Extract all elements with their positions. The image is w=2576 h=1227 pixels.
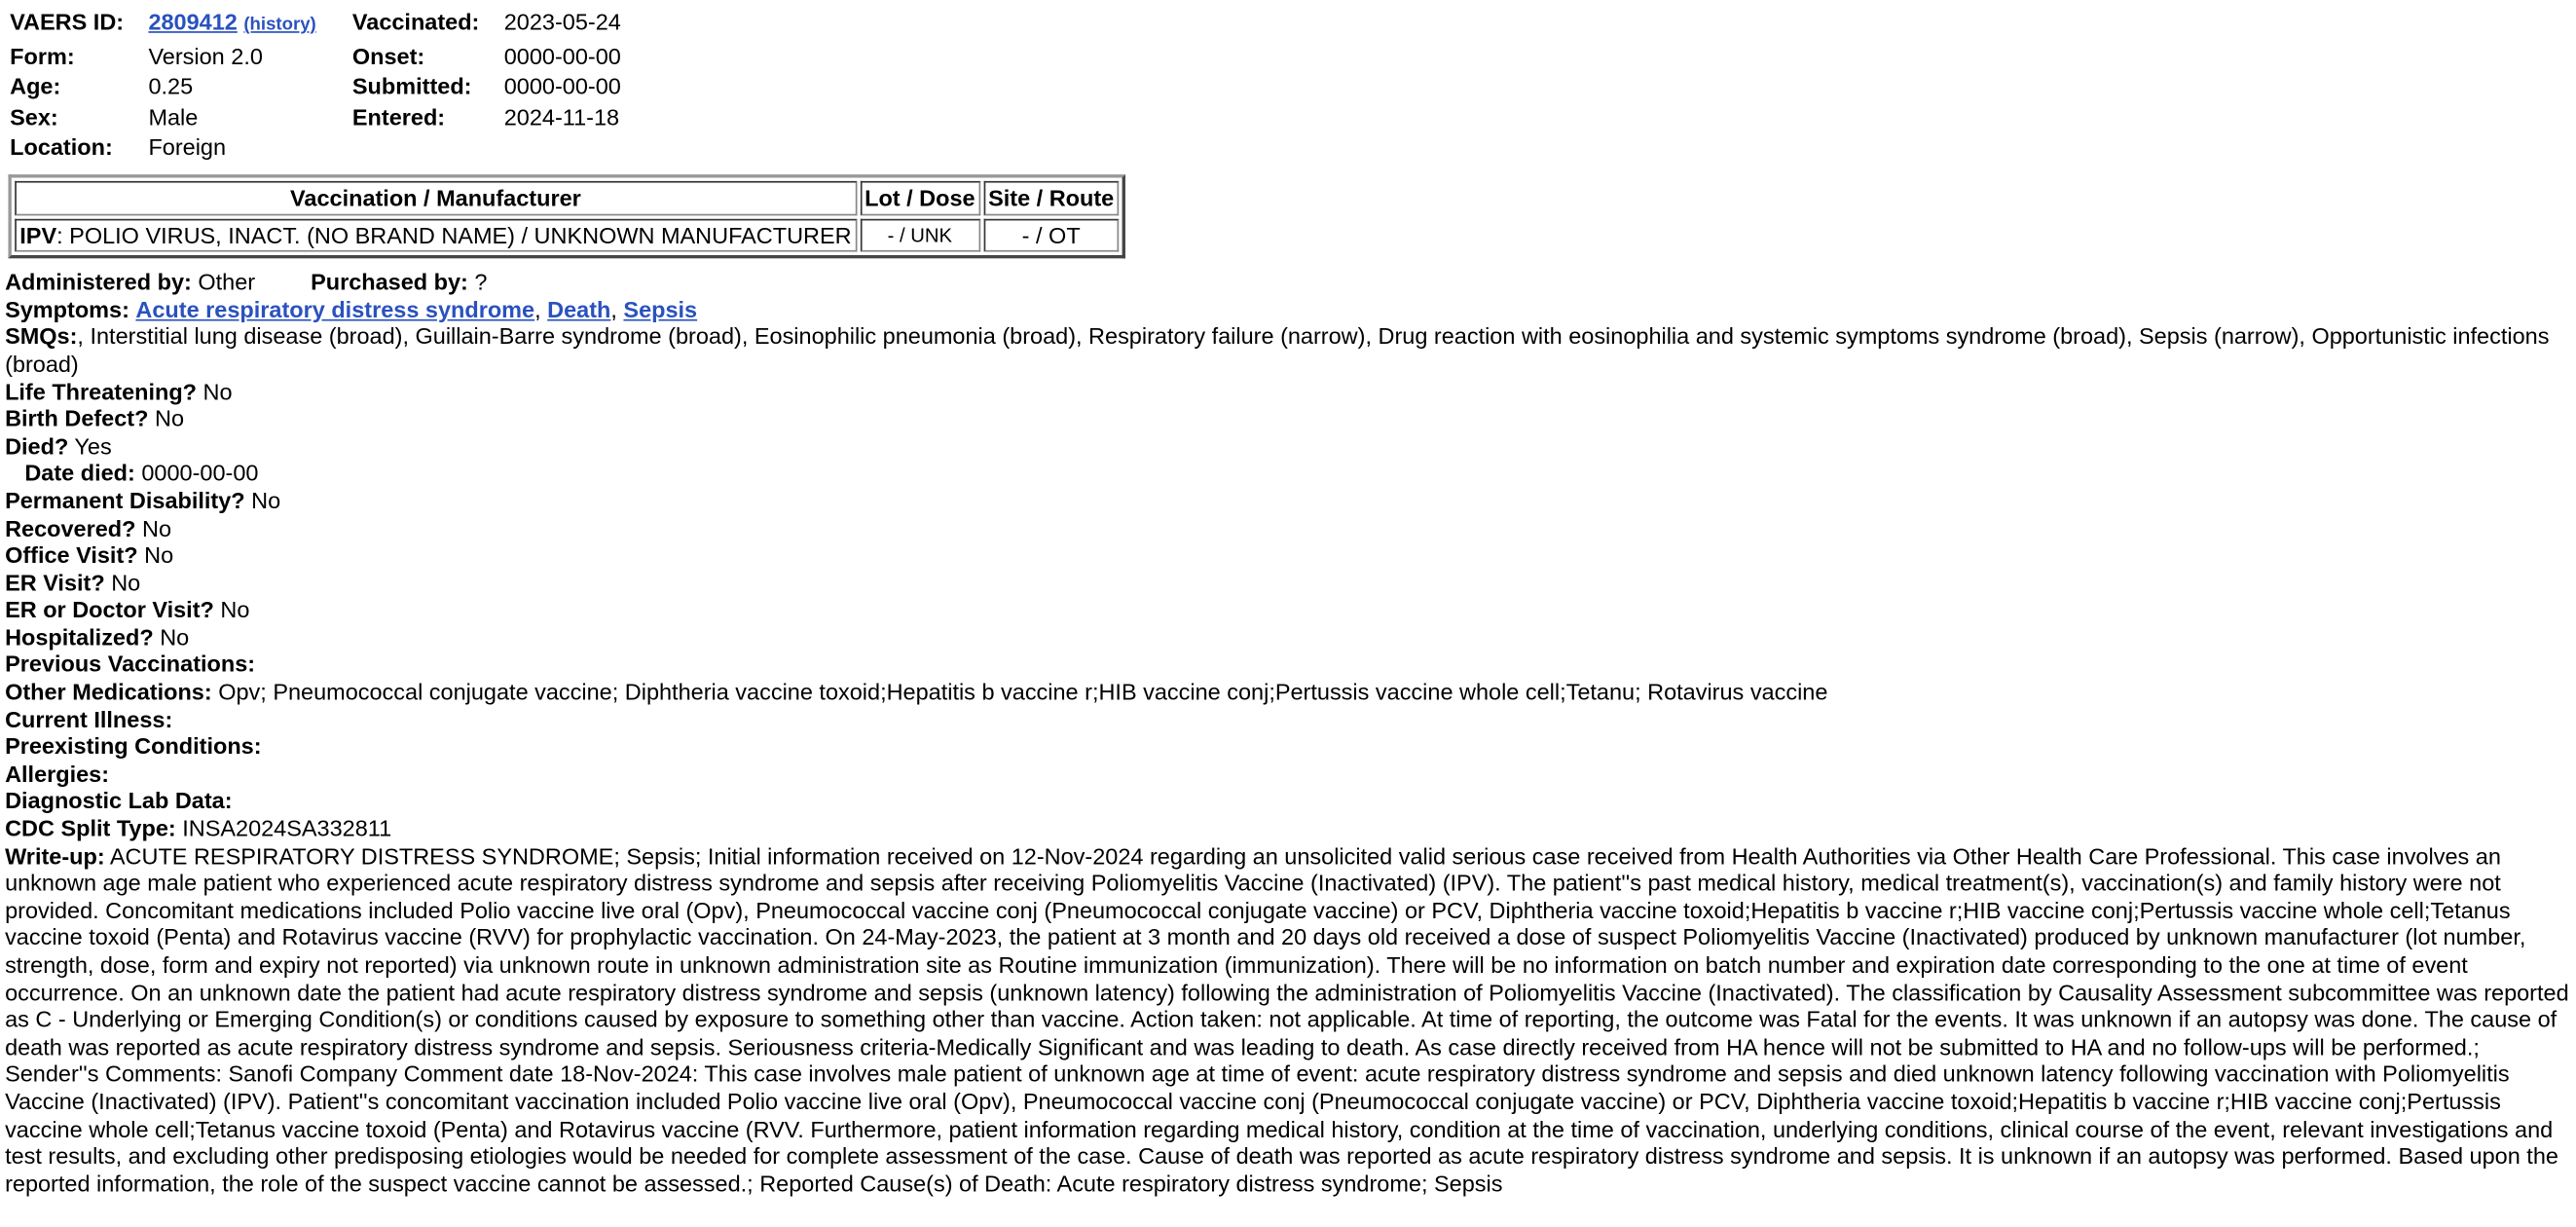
er-visit-row: ER Visit? No	[5, 569, 141, 596]
form-label: Form:	[10, 42, 75, 69]
age-label: Age:	[10, 72, 61, 99]
site-route-cell: - / OT	[983, 218, 1119, 252]
preexisting-conditions-row: Preexisting Conditions:	[5, 732, 262, 760]
submitted-value: 0000-00-00	[503, 72, 621, 99]
vaccine-cell	[15, 218, 856, 252]
history-link[interactable]: (history)	[243, 15, 316, 35]
site-route-col-header: Site / Route	[983, 181, 1119, 215]
sex-label: Sex:	[10, 103, 58, 130]
previous-vaccinations-row: Previous Vaccinations:	[5, 651, 256, 678]
allergies-row: Allergies:	[5, 760, 110, 787]
other-medications-row: Other Medications: Opv; Pneumococcal conjugate vaccine; Diphtheria vaccine toxoid;Hepatitis b vaccine r;HIB vaccine conj;Pertussis vaccine whole cell;Tetanu; Rotavirus vaccine	[5, 678, 1828, 705]
smqs-value: , Interstitial lung disease (broad), Guillain-Barre syndrome (broad), Eosinophilic pneumonia (broad), Respiratory failure (narrow), Drug reaction with eosinophilia and systemic symptoms syndrome (broad), Sepsis (narrow), Opportunistic infections (broad)	[5, 322, 2550, 377]
vaccinated-label: Vaccinated:	[351, 8, 480, 35]
sex-value: Male	[148, 103, 199, 130]
onset-label: Onset:	[351, 42, 425, 69]
location-label: Location:	[10, 133, 113, 161]
symptom-link[interactable]: Sepsis	[623, 295, 698, 322]
administered-label: Administered by:	[5, 268, 192, 295]
submitted-label: Submitted:	[351, 72, 472, 99]
age-value: 0.25	[148, 72, 194, 99]
symptoms-label: Symptoms:	[5, 295, 129, 322]
write-up-row	[5, 842, 2571, 1198]
vaccinated-value: 2023-05-24	[503, 8, 621, 35]
write-up-text: ACUTE RESPIRATORY DISTRESS SYNDROME; Sepsis; Initial information received on 12-Nov-2024 regarding an unsolicited valid serious case received from Health Authorities via Other Health Care Professional. This case involves an unknown age male patient who experienced acute respiratory distress syndrome and sepsis after receiving Poliomyelitis Vaccine (Inactivated) (IPV). The patient''s past medical history, medical treatment(s), vaccination(s) and family history were not provided. Concomitant medications included Polio vaccine live oral (Opv), Pneumococcal vaccine conj (Pneumococcal conjugate vaccine) or PCV, Diphtheria vaccine toxoid;Hepatitis b vaccine r;HIB vaccine conj;Pertussis vaccine whole cell;Tetanus vaccine toxoid (Penta) and Rotavirus vaccine (RVV) for prophylactic vaccination. On 24-May-2023, the patient at 3 month and 20 days old received a dose of suspect Poliomyelitis Vaccine (Inactivated) produced by unknown manufacturer (lot number, strength, dose, form and expiry not reported) via unknown route in unknown administration site as Routine immunization (immunization). There will be no information on batch number and expiration date corresponding to the one at time of event occurrence. On an unknown date the patient had acute respiratory distress syndrome and sepsis (unknown latency) following the administration of Poliomyelitis Vaccine (Inactivated). The classification by Causality Assessment subcommittee was reported as C - Underlying or Emerging Condition(s) or conditions caused by exposure to something other than vaccine. Action taken: not applicable. At time of reporting, the outcome was Fatal for the events. It was unknown if an autopsy was done. The cause of death was reported as acute respiratory distress syndrome and sepsis. Seriousness criteria-Medically Significant and was leading to death. As case directly received from HA hence will not be submitted to HA and no follow-ups will be performed.; Sender''s Comments: Sanofi Company Comment date 18-Nov-2024: This case involves male patient of unknown age at time of event: acute respiratory distress syndrome and sepsis and died unknown latency following vaccination with Poliomyelitis Vaccine (Inactivated) (IPV). Patient''s concomitant vaccination included Polio vaccine live oral (Opv), Pneumococcal vaccine conj (Pneumococcal conjugate vaccine) or PCV, Diphtheria vaccine toxoid;Hepatitis b vaccine r;HIB vaccine conj;Pertussis vaccine whole cell;Tetanus vaccine toxoid (Penta) and Rotavirus vaccine (RVV. Furthermore, patient information regarding medical history, condition at the time of vaccination, underlying conditions, clinical course of the event, relevant investigations and test results, and excluding other predisposing etiologies would be needed for complete assessment of the case. Cause of death was reported as acute respiratory distress syndrome and sepsis. It is unknown if an autopsy was performed. Based upon the reported information, the role of the suspect vaccine cannot be assessed.; Reported Cause(s) of Death: Acute respiratory distress syndrome; Sepsis	[5, 841, 2569, 1197]
vaccine-name: : POLIO VIRUS, INACT. (NO BRAND NAME) / UNKNOWN MANUFACTURER	[56, 221, 852, 248]
diagnostic-lab-row: Diagnostic Lab Data:	[5, 787, 233, 814]
hospitalized-row: Hospitalized? No	[5, 623, 190, 651]
vaccine-code: IPV	[19, 221, 57, 248]
form-value: Version 2.0	[148, 42, 263, 69]
symptom-link[interactable]: Death	[547, 295, 611, 322]
vaccine-table	[8, 174, 1125, 259]
symptom-link[interactable]: Acute respiratory distress syndrome	[135, 295, 535, 322]
smqs-row	[5, 323, 2571, 378]
er-doctor-visit-row: ER or Doctor Visit? No	[5, 596, 250, 623]
purchased-label: Purchased by:	[311, 268, 468, 295]
header-table	[5, 5, 626, 165]
office-visit-row: Office Visit? No	[5, 541, 174, 569]
admin-row	[5, 269, 2571, 296]
location-value: Foreign	[148, 133, 227, 161]
birth-defect-row: Birth Defect? No	[5, 404, 185, 431]
vaers-id-link[interactable]: 2809412	[148, 8, 238, 35]
smqs-label: SMQs:	[5, 322, 78, 350]
vaers-id-label: VAERS ID:	[10, 8, 125, 35]
died-row: Died? Yes	[5, 431, 112, 460]
write-up-label: Write-up:	[5, 841, 105, 869]
entered-value: 2024-11-18	[503, 103, 620, 130]
onset-value: 0000-00-00	[503, 42, 621, 69]
current-illness-row: Current Illness:	[5, 705, 173, 732]
entered-label: Entered:	[351, 103, 446, 130]
date-died-row: Date died: 0000-00-00	[24, 460, 259, 487]
vaers-id-cell	[147, 8, 318, 38]
administered-value: Other	[198, 268, 256, 295]
vaccine-col-header: Vaccination / Manufacturer	[15, 181, 856, 215]
symptoms-row: Symptoms: Acute respiratory distress syndrome, Death, Sepsis	[5, 295, 698, 322]
purchased-value: ?	[474, 268, 488, 295]
lot-dose-cell: - / UNK	[860, 218, 980, 252]
life-threatening-row: Life Threatening? No	[5, 377, 233, 404]
cdc-split-type-row: CDC Split Type: INSA2024SA332811	[5, 814, 392, 841]
lot-dose-col-header: Lot / Dose	[860, 181, 980, 215]
recovered-row: Recovered? No	[5, 514, 172, 541]
table-row	[15, 218, 1119, 252]
permanent-disability-row: Permanent Disability? No	[5, 487, 281, 514]
